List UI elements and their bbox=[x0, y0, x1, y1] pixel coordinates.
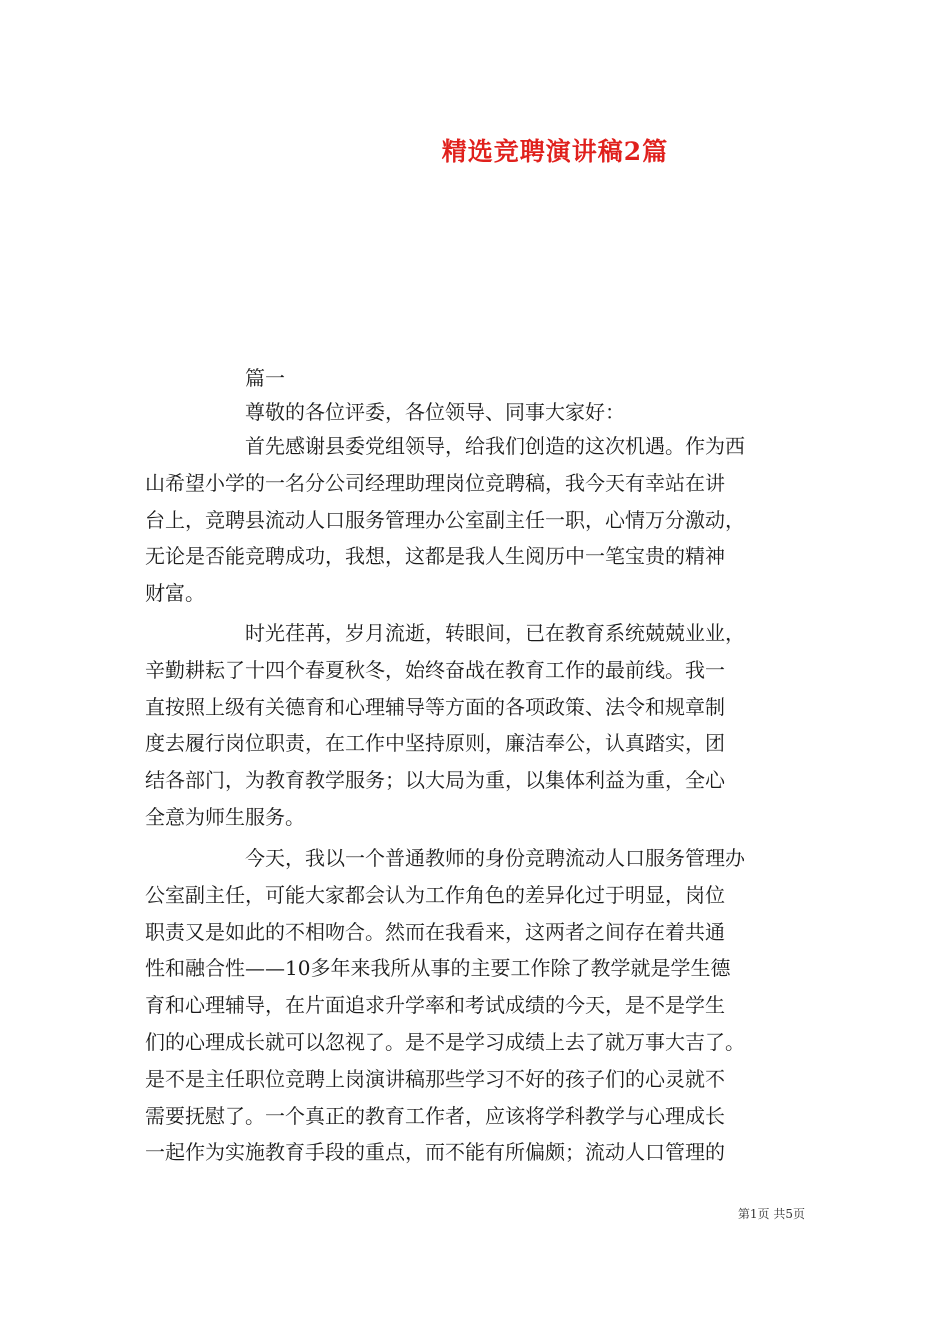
paragraph-line: 台上，竞聘县流动人口服务管理办公室副主任一职，心情万分激动， bbox=[145, 507, 745, 532]
paragraph-line: 全意为师生服务。 bbox=[145, 804, 305, 829]
paragraph-line: 度去履行岗位职责，在工作中坚持原则，廉洁奉公，认真踏实，团 bbox=[145, 731, 725, 756]
paragraph-line: 无论是否能竞聘成功，我想，这都是我人生阅历中一笔宝贵的精神 bbox=[145, 544, 725, 569]
document-title: 精选竞聘演讲稿2篇 bbox=[441, 137, 669, 166]
paragraph-line: 需要抚慰了。一个真正的教育工作者，应该将学科教学与心理成长 bbox=[145, 1103, 725, 1128]
paragraph-line: 性和融合性——10多年来我所从事的主要工作除了教学就是学生德 bbox=[145, 956, 731, 981]
paragraph-2 bbox=[145, 615, 815, 836]
paragraph-line: 一起作为实施教育手段的重点，而不能有所偏颇；流动人口管理的 bbox=[145, 1140, 725, 1165]
paragraph-line: 财富。 bbox=[145, 581, 205, 606]
paragraph-line: 结各部门，为教育教学服务；以大局为重，以集体利益为重，全心 bbox=[145, 768, 725, 793]
paragraph-line: 首先感谢县委党组领导，给我们创造的这次机遇。作为西 bbox=[245, 434, 745, 458]
paragraph-line: 们的心理成长就可以忽视了。是不是学习成绩上去了就万事大吉了。 bbox=[145, 1029, 745, 1054]
paragraph-line: 是不是主任职位竞聘上岗演讲稿那些学习不好的孩子们的心灵就不 bbox=[145, 1066, 725, 1091]
page-footer: 第1页 共5页 bbox=[737, 1207, 805, 1221]
paragraph-3 bbox=[145, 840, 815, 1171]
paragraph-line: 山希望小学的一名分公司经理助理岗位竞聘稿，我今天有幸站在讲 bbox=[145, 470, 725, 495]
paragraph-line: 职责又是如此的不相吻合。然而在我看来，这两者之间存在着共通 bbox=[145, 919, 725, 944]
section-label: 篇一 bbox=[245, 366, 285, 390]
paragraph-line: 育和心理辅导，在片面追求升学率和考试成绩的今天，是不是学生 bbox=[145, 993, 725, 1018]
paragraph-line: 时光荏苒，岁月流逝，转眼间，已在教育系统兢兢业业， bbox=[245, 621, 745, 645]
greeting-line: 尊敬的各位评委，各位领导、同事大家好： bbox=[245, 400, 625, 424]
paragraph-line: 辛勤耕耘了十四个春夏秋冬，始终奋战在教育工作的最前线。我一 bbox=[145, 657, 725, 682]
paragraph-line: 公室副主任，可能大家都会认为工作角色的差异化过于明显，岗位 bbox=[145, 882, 725, 907]
paragraph-line: 直按照上级有关德育和心理辅导等方面的各项政策、法令和规章制 bbox=[145, 694, 725, 719]
paragraph-line: 今天，我以一个普通教师的身份竞聘流动人口服务管理办 bbox=[245, 846, 745, 870]
paragraph-1 bbox=[145, 428, 815, 612]
